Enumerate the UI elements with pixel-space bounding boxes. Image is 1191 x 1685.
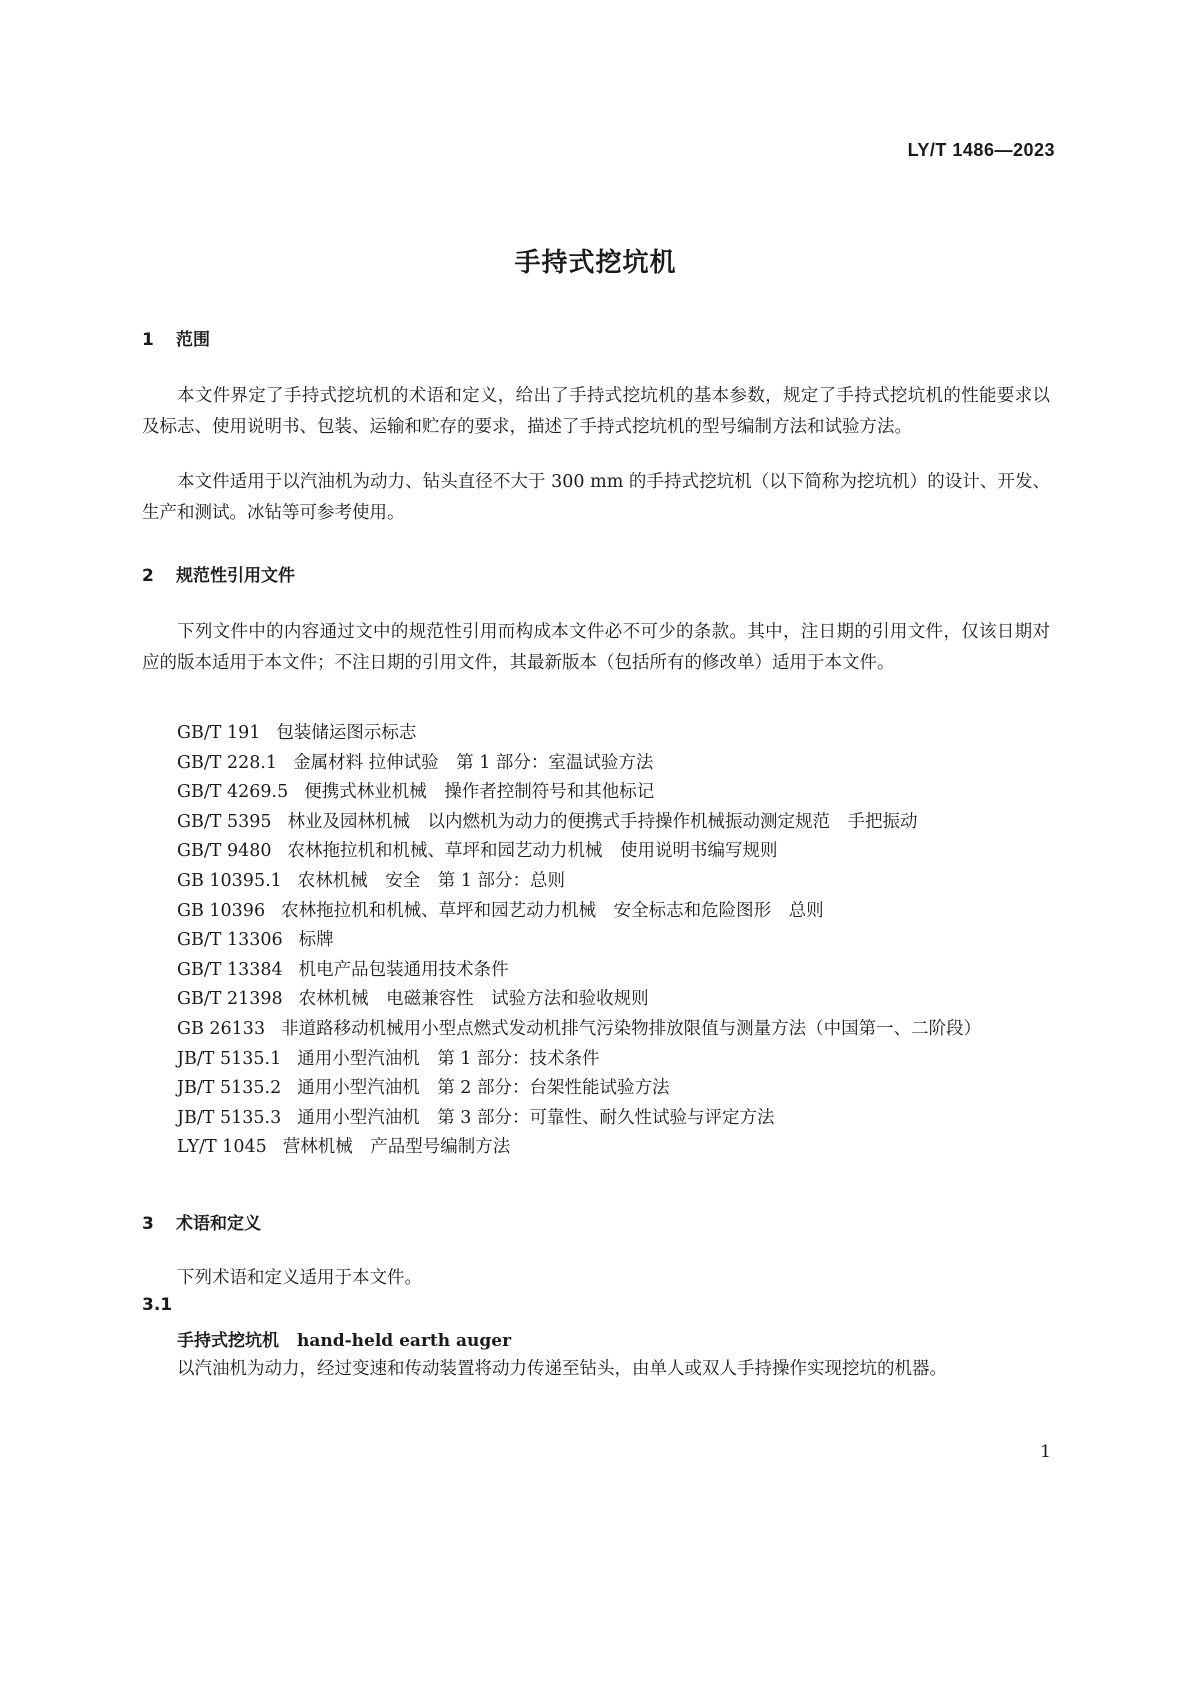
reference-title: 农林拖拉机和机械、草坪和园艺动力机械 使用说明书编写规则	[287, 841, 778, 862]
section-title: 范围	[176, 330, 210, 350]
section-number: 2	[142, 566, 154, 586]
term-name-en: hand-held earth auger	[297, 1331, 512, 1351]
reference-item	[142, 897, 1050, 927]
reference-item	[142, 1074, 1050, 1104]
page-number: 1	[1040, 1442, 1051, 1462]
section-title: 规范性引用文件	[176, 566, 295, 586]
reference-code: GB/T 228.1	[177, 752, 278, 773]
section-2-paragraph: 下列文件中的内容通过文中的规范性引用而构成本文件必不可少的条款。其中，注日期的引用文件，仅该日期对应的版本适用于本文件；不注日期的引用文件，其最新版本（包括所有的修改单）适用于本文件。	[142, 622, 1050, 673]
reference-title: 标牌	[298, 930, 334, 951]
reference-code: GB/T 4269.5	[177, 782, 289, 803]
reference-title: 通用小型汽油机 第 3 部分：可靠性、耐久性试验与评定方法	[297, 1107, 775, 1128]
reference-title: 营林机械 产品型号编制方法	[282, 1137, 511, 1158]
section-1-paragraph: 本文件界定了手持式挖坑机的术语和定义，给出了手持式挖坑机的基本参数，规定了手持式挖坑机的性能要求以及标志、使用说明书、包装、运输和贮存的要求，描述了手持式挖坑机的型号编制方法和试验方法。	[142, 386, 1050, 437]
reference-item	[142, 1104, 1050, 1134]
term-definition: 以汽油机为动力，经过变速和传动装置将动力传递至钻头，由单人或双人手持操作实现挖坑的机器。	[177, 1359, 947, 1379]
reference-code: GB 10395.1	[177, 870, 282, 891]
reference-code: LY/T 1045	[177, 1137, 267, 1158]
section-3-paragraph: 下列术语和定义适用于本文件。	[177, 1268, 422, 1288]
reference-item	[142, 1133, 1050, 1163]
term-number: 3.1	[142, 1295, 173, 1315]
reference-title: 农林机械 安全 第 1 部分：总则	[297, 870, 566, 891]
reference-title: 通用小型汽油机 第 2 部分：台架性能试验方法	[297, 1078, 670, 1099]
reference-code: GB/T 13384	[177, 959, 283, 980]
reference-code: GB/T 13306	[177, 930, 283, 951]
section-title: 术语和定义	[176, 1214, 261, 1234]
reference-code: GB/T 9480	[177, 841, 272, 862]
reference-code: JB/T 5135.2	[177, 1078, 282, 1099]
reference-code: GB 26133	[177, 1018, 266, 1039]
reference-item	[142, 1045, 1050, 1075]
reference-code: JB/T 5135.1	[177, 1048, 282, 1069]
reference-list	[142, 719, 1050, 1163]
reference-title: 非道路移动机械用小型点燃式发动机排气污染物排放限值与测量方法（中国第一、二阶段）	[281, 1018, 982, 1039]
reference-item	[142, 719, 1050, 749]
reference-item	[142, 956, 1050, 986]
reference-item	[142, 985, 1050, 1015]
reference-title: 机电产品包装通用技术条件	[298, 959, 509, 980]
reference-title: 农林拖拉机和机械、草坪和园艺动力机械 安全标志和危险图形 总则	[281, 900, 824, 921]
reference-code: GB 10396	[177, 900, 266, 921]
reference-code: JB/T 5135.3	[177, 1107, 282, 1128]
reference-item	[142, 867, 1050, 897]
reference-code: GB/T 5395	[177, 811, 272, 832]
reference-code: GB/T 191	[177, 723, 261, 743]
term-name-zh: 手持式挖坑机	[177, 1331, 279, 1351]
reference-title: 金属材料 拉伸试验 第 1 部分：室温试验方法	[293, 752, 654, 773]
reference-title: 便携式林业机械 操作者控制符号和其他标记	[304, 782, 655, 803]
reference-title: 通用小型汽油机 第 1 部分：技术条件	[297, 1048, 600, 1069]
reference-item	[142, 837, 1050, 867]
standard-code: LY/T 1486—2023	[907, 140, 1055, 160]
section-1-heading	[142, 325, 210, 350]
document-title: 手持式挖坑机	[514, 248, 677, 278]
reference-title: 林业及园林机械 以内燃机为动力的便携式手持操作机械振动测定规范 手把振动	[287, 811, 918, 832]
section-2-heading	[142, 561, 295, 586]
reference-title: 包装储运图示标志	[276, 723, 417, 743]
reference-item	[142, 926, 1050, 956]
reference-code: GB/T 21398	[177, 989, 283, 1010]
section-number: 1	[142, 330, 154, 350]
term-name	[177, 1326, 511, 1351]
section-number: 3	[142, 1214, 154, 1234]
reference-title: 农林机械 电磁兼容性 试验方法和验收规则	[298, 989, 649, 1010]
reference-item	[142, 1015, 1050, 1045]
section-3-heading	[142, 1209, 261, 1234]
reference-item	[142, 778, 1050, 808]
reference-item	[142, 749, 1050, 779]
reference-item	[142, 808, 1050, 838]
section-1-paragraph: 本文件适用于以汽油机为动力、钻头直径不大于 300 mm 的手持式挖坑机（以下简称为挖坑机）的设计、开发、生产和测试。冰钻等可参考使用。	[142, 472, 1050, 523]
